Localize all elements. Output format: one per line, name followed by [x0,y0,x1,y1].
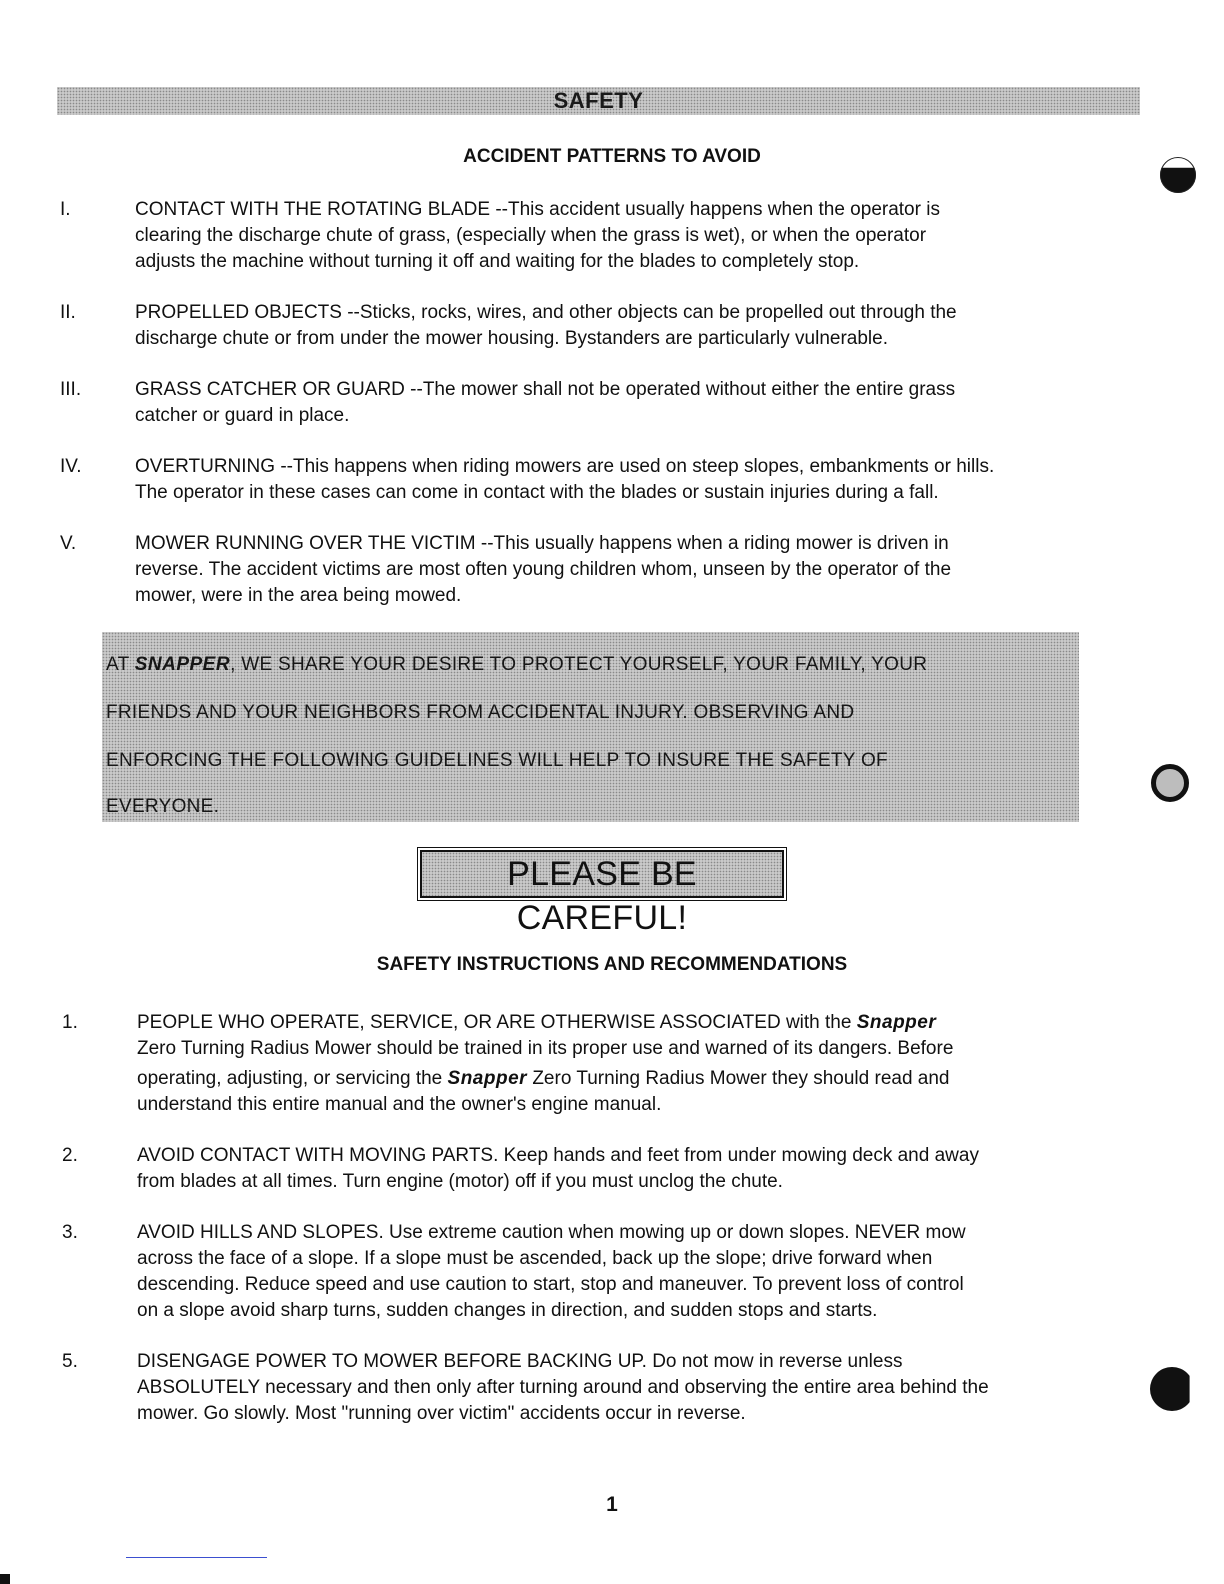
safety-header-bar [57,87,1140,115]
accident-patterns-heading: ACCIDENT PATTERNS TO AVOID [463,146,761,167]
item-number: I. [60,199,71,220]
item-line: OVERTURNING --This happens when riding mowers are used on steep slopes, embankments or hills. [135,456,995,477]
footer-rule [126,1557,267,1558]
item-line: PROPELLED OBJECTS --Sticks, rocks, wires, and other objects can be propelled out through the [135,302,957,323]
item-line: adjusts the machine without turning it off and waiting for the blades to completely stop. [135,251,860,272]
item-line: PEOPLE WHO OPERATE, SERVICE, OR ARE OTHERWISE ASSOCIATED with the Snapper [137,1012,937,1033]
item-line: ABSOLUTELY necessary and then only after turning around and observing the entire area behind the [137,1377,989,1398]
item-line: operating, adjusting, or servicing the Snapper Zero Turning Radius Mower they should read and [137,1068,950,1089]
notice-box [102,632,1079,822]
item-line: AVOID CONTACT WITH MOVING PARTS. Keep hands and feet from under mowing deck and away [137,1145,979,1166]
snapper-brand: SNAPPER [134,654,231,675]
item-line: mower, were in the area being mowed. [135,585,462,606]
snapper-brand: Snapper [856,1012,937,1033]
safety-instructions-heading: SAFETY INSTRUCTIONS AND RECOMMENDATIONS [376,954,848,975]
item-line: understand this entire manual and the owner's engine manual. [137,1094,662,1115]
item-line: CONTACT WITH THE ROTATING BLADE --This accident usually happens when the operator is [135,199,940,220]
item-line: clearing the discharge chute of grass, (especially when the grass is wet), or when the operator [135,225,927,246]
item-line: across the face of a slope. If a slope must be ascended, back up the slope; drive forward when [137,1248,933,1269]
safety-title: SAFETY [553,88,644,113]
item-line: mower. Go slowly. Most "running over victim" accidents occur in reverse. [137,1403,746,1424]
snapper-brand: Snapper [447,1068,528,1089]
item-line: descending. Reduce speed and use caution to start, stop and maneuver. To prevent loss of control [137,1274,964,1295]
accident-item [60,197,1140,277]
item-number: IV. [60,456,82,477]
item-number: III. [60,379,82,400]
instruction-item [62,1010,1140,1120]
item-line: The operator in these cases can come in contact with the blades or sustain injuries during a fall. [135,482,939,503]
item-line: MOWER RUNNING OVER THE VICTIM --This usually happens when a riding mower is driven in [135,533,949,554]
item-number: 5. [62,1351,78,1372]
item-line: on a slope avoid sharp turns, sudden changes in direction, and sudden stops and starts. [137,1300,878,1321]
notice-line: ENFORCING THE FOLLOWING GUIDELINES WILL HELP TO INSURE THE SAFETY OF [106,750,888,771]
item-line: discharge chute or from under the mower housing. Bystanders are particularly vulnerable. [135,328,888,349]
item-number: V. [60,533,77,554]
item-number: 2. [62,1145,78,1166]
punch-hole-icon [1151,764,1189,802]
page-number: 1 [606,1493,618,1516]
item-line: reverse. The accident victims are most often young children whom, unseen by the operator of the [135,559,952,580]
instruction-item [62,1220,1140,1326]
item-line: GRASS CATCHER OR GUARD --The mower shall not be operated without either the entire grass [135,379,956,400]
notice-line: EVERYONE. [106,796,220,817]
punch-hole-outline-icon [1160,157,1196,193]
accident-item [60,377,1140,431]
accident-item [60,531,1140,611]
scan-corner-mark [0,1574,10,1584]
item-line: from blades at all times. Turn engine (motor) off if you must unclog the chute. [137,1171,783,1192]
item-number: 3. [62,1222,78,1243]
accident-item [60,300,1140,354]
notice-line: AT SNAPPER, WE SHARE YOUR DESIRE TO PROTECT YOURSELF, YOUR FAMILY, YOUR [106,654,928,675]
item-line: catcher or guard in place. [135,405,350,426]
please-be-careful-banner: PLEASE BE CAREFUL! [420,850,784,898]
item-number: II. [60,302,76,323]
item-number: 1. [62,1012,78,1033]
item-line: AVOID HILLS AND SLOPES. Use extreme caution when mowing up or down slopes. NEVER mow [137,1222,966,1243]
instruction-item [62,1143,1140,1197]
accident-item [60,454,1140,508]
instruction-item [62,1349,1140,1429]
notice-line: FRIENDS AND YOUR NEIGHBORS FROM ACCIDENTAL INJURY. OBSERVING AND [106,702,855,723]
item-line: Zero Turning Radius Mower should be trained in its proper use and warned of its dangers. Before [137,1038,954,1059]
punch-hole-icon [1150,1367,1194,1411]
item-line: DISENGAGE POWER TO MOWER BEFORE BACKING UP. Do not mow in reverse unless [137,1351,903,1372]
